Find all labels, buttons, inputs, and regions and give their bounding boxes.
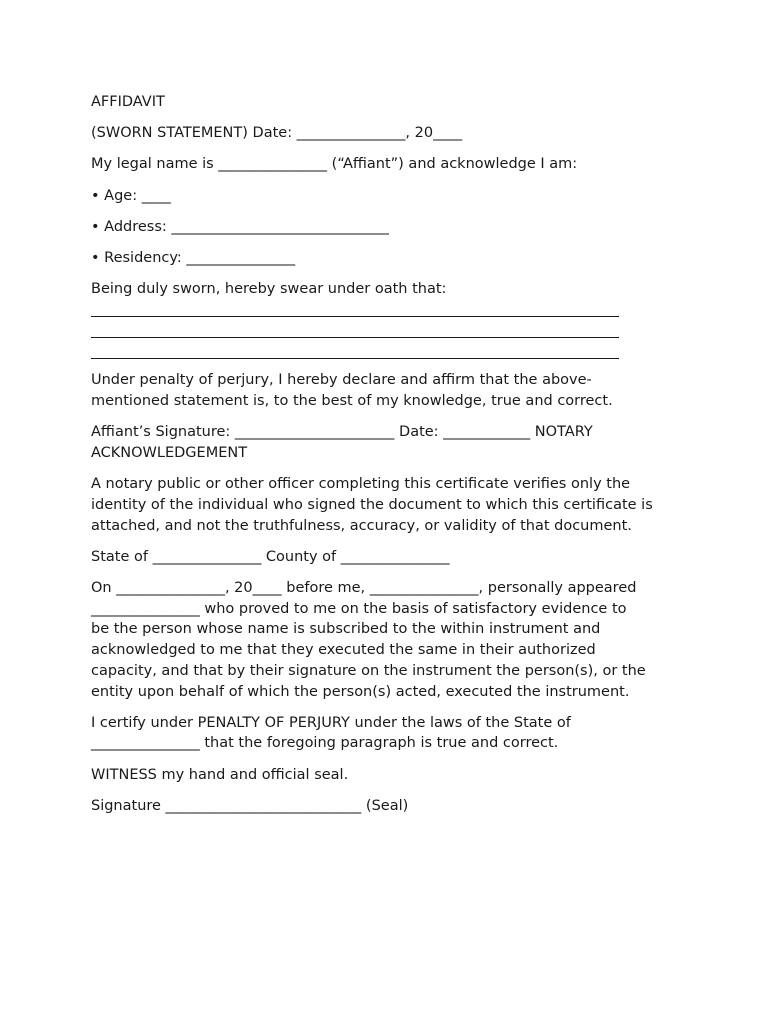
witness-line: WITNESS my hand and official seal. (91, 766, 349, 783)
legal-name-line: My legal name is _______________ (“Affiant”) and acknowledge I am: (91, 156, 578, 173)
certify-paragraph (91, 713, 691, 754)
oath-statement-lines (91, 302, 691, 356)
affiant-signature-block (91, 422, 691, 463)
sworn-statement-date-line: (SWORN STATEMENT) Date: _______________, 20____ (91, 125, 463, 142)
state-county-line: State of _______________ County of _______________ (91, 548, 450, 565)
affiant-signature-line-2: ACKNOWLEDGEMENT (91, 445, 248, 462)
statement-line-2 (91, 337, 619, 338)
perjury-declaration-line-1: Under penalty of perjury, I hereby declare and affirm that the above- (91, 372, 592, 389)
appearance-line-1: On _______________, 20____ before me, _______________, personally appeared (91, 580, 637, 597)
oath-intro: Being duly sworn, hereby swear under oath that: (91, 281, 447, 298)
affiant-signature-line-1: Affiant’s Signature: ______________________ Date: ____________ NOTARY (91, 424, 593, 441)
affidavit-body (91, 92, 691, 827)
document-title: AFFIDAVIT (91, 94, 165, 110)
notary-notice-line-3: attached, and not the truthfulness, accuracy, or validity of that document. (91, 517, 632, 534)
appearance-line-5: capacity, and that by their signature on the instrument the person(s), or the (91, 662, 646, 679)
address-bullet: • Address: ______________________________ (91, 218, 389, 235)
appearance-line-6: entity upon behalf of which the person(s) acted, executed the instrument. (91, 683, 630, 700)
perjury-declaration-line-2: mentioned statement is, to the best of my knowledge, true and correct. (91, 393, 613, 410)
appearance-line-3: be the person whose name is subscribed to the within instrument and (91, 621, 601, 638)
certify-line-1: I certify under PENALTY OF PERJURY under the laws of the State of (91, 714, 571, 731)
notary-notice (91, 474, 691, 536)
certify-line-2: _______________ that the foregoing paragraph is true and correct. (91, 735, 559, 752)
appearance-paragraph (91, 578, 691, 702)
notary-notice-line-2: identity of the individual who signed the document to which this certificate is (91, 496, 653, 513)
perjury-declaration (91, 370, 691, 411)
statement-line-1 (91, 316, 619, 317)
appearance-line-4: acknowledged to me that they executed the same in their authorized (91, 642, 596, 659)
age-bullet: • Age: ____ (91, 187, 171, 204)
statement-line-3 (91, 358, 619, 359)
appearance-line-2: _______________ who proved to me on the basis of satisfactory evidence to (91, 600, 627, 617)
notary-notice-line-1: A notary public or other officer completing this certificate verifies only the (91, 476, 631, 493)
residency-bullet: • Residency: _______________ (91, 250, 296, 267)
signature-seal-line: Signature ___________________________ (Seal) (91, 797, 409, 814)
